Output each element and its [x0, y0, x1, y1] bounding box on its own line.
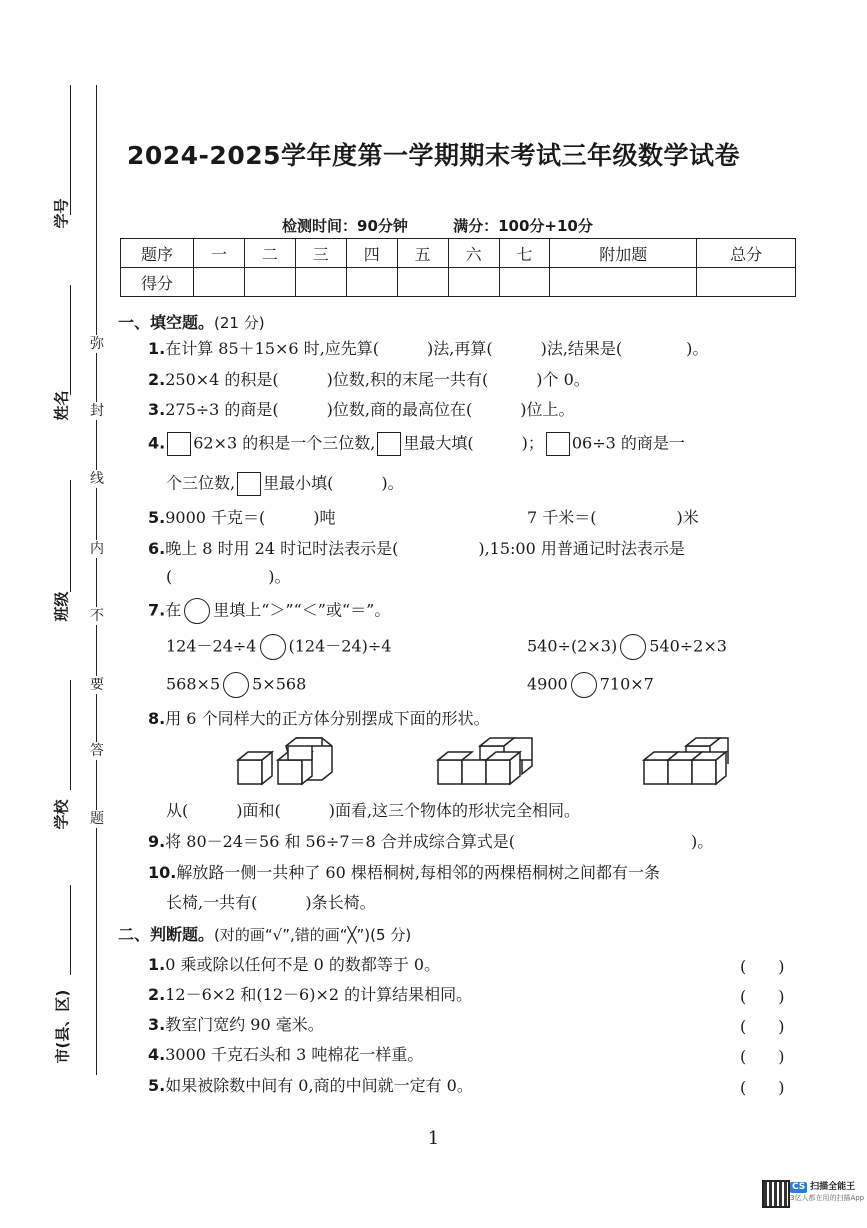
question-text: 里最大填( )； — [403, 433, 544, 453]
question-number: 4. — [148, 1045, 166, 1064]
margin-label-name: 姓名 — [52, 390, 71, 421]
score-cell[interactable] — [295, 268, 346, 297]
question-1-2 — [148, 369, 590, 391]
answer-box[interactable] — [237, 472, 261, 496]
answer-box[interactable] — [167, 432, 191, 456]
question-1-9 — [148, 831, 713, 853]
score-cell[interactable] — [697, 268, 796, 297]
question-text: 在 — [165, 600, 182, 620]
question-text: 12－6×2 和(12－6)×2 的计算结果相同。 — [165, 985, 473, 1004]
score-header-cell: 七 — [499, 239, 550, 268]
question-1-5a — [148, 507, 336, 529]
answer-box[interactable] — [546, 432, 570, 456]
question-number: 1. — [148, 339, 166, 358]
question-number: 5. — [148, 508, 166, 527]
compare-circle[interactable] — [223, 672, 249, 698]
question-text: 3000 千克石头和 3 吨棉花一样重。 — [165, 1045, 424, 1064]
question-text: 06÷3 的商是一 — [571, 433, 685, 453]
question-text: 9000 千克＝( )吨 — [165, 508, 336, 527]
seal-char: 要 — [86, 676, 108, 694]
question-number: 3. — [148, 400, 166, 419]
score-header-cell: 总分 — [697, 239, 796, 268]
seal-char: 答 — [86, 742, 108, 760]
score-cell[interactable] — [194, 268, 245, 297]
scanner-logo-icon: CS — [792, 1182, 806, 1192]
section-1-title — [118, 310, 265, 333]
seal-char: 内 — [86, 540, 108, 558]
seal-char: 封 — [86, 402, 108, 420]
question-text: 250×4 的积是( )位数,积的末尾一共有( )个 0。 — [165, 370, 590, 389]
question-1-7 — [148, 598, 390, 624]
question-1-8-answer — [166, 800, 580, 822]
compare-left: 124－24÷4 — [166, 636, 257, 656]
question-number: 2. — [148, 370, 166, 389]
compare-item — [166, 672, 306, 698]
question-text: 个三位数, — [166, 473, 236, 493]
cube-figure-3 — [642, 736, 730, 792]
margin-label-school: 学校 — [52, 799, 71, 830]
margin-line — [70, 680, 71, 790]
question-text: ( )。 — [166, 567, 291, 586]
compare-item — [527, 634, 727, 660]
seal-char: 不 — [86, 607, 108, 625]
exam-meta — [282, 215, 633, 236]
judge-answer-paren[interactable]: ( ) — [740, 1078, 785, 1097]
exam-full-score: 满分：100分+10分 — [453, 217, 593, 235]
question-text: 275÷3 的商是( )位数,商的最高位在( )位上。 — [165, 400, 575, 419]
judge-answer-paren[interactable]: ( ) — [740, 957, 785, 976]
question-text: 晚上 8 时用 24 时记时法表示是( ),15:00 用普通记时法表示是 — [165, 539, 685, 558]
question-1-10 — [148, 862, 660, 884]
compare-circle[interactable] — [260, 634, 286, 660]
margin-label-student-id: 学号 — [52, 198, 71, 229]
question-number: 4. — [148, 433, 166, 453]
cube-figure-2 — [436, 736, 534, 792]
question-text: 7 千米＝( )米 — [527, 508, 699, 527]
question-text: 解放路一侧一共种了 60 棵梧桐树,每相邻的两棵梧桐树之间都有一条 — [176, 863, 660, 882]
question-1-6 — [148, 538, 685, 560]
score-header-cell: 一 — [194, 239, 245, 268]
question-text: 教室门宽约 90 毫米。 — [165, 1015, 324, 1034]
compare-right: 710×7 — [599, 674, 654, 694]
scanner-tagline: 3亿人都在用的扫描App — [790, 1194, 865, 1202]
score-header-cell: 附加题 — [550, 239, 697, 268]
score-header-cell: 四 — [346, 239, 397, 268]
page-number: 1 — [427, 1128, 440, 1149]
judge-answer-paren[interactable]: ( ) — [740, 987, 785, 1006]
score-cell[interactable] — [448, 268, 499, 297]
scanner-watermark — [790, 1182, 864, 1204]
compare-left: 568×5 — [166, 674, 221, 694]
compare-circle — [184, 598, 210, 624]
question-text: 62×3 的积是一个三位数, — [193, 433, 376, 453]
compare-left: 540÷(2×3) — [527, 636, 618, 656]
compare-right: 540÷2×3 — [649, 636, 727, 656]
score-cell[interactable] — [346, 268, 397, 297]
score-header-cell: 六 — [448, 239, 499, 268]
question-number: 3. — [148, 1015, 166, 1034]
seal-char: 线 — [86, 470, 108, 488]
score-cell[interactable] — [550, 268, 697, 297]
compare-item — [166, 634, 391, 660]
question-text: 用 6 个同样大的正方体分别摆成下面的形状。 — [165, 709, 490, 728]
question-number: 2. — [148, 985, 166, 1004]
section-2-title — [118, 922, 411, 945]
compare-left: 4900 — [527, 674, 568, 694]
question-text: 在计算 85＋15×6 时,应先算( )法,再算( )法,结果是( )。 — [165, 339, 709, 358]
score-table-header — [121, 239, 796, 268]
cube-figure-1 — [236, 736, 334, 792]
judge-item — [148, 954, 440, 976]
question-1-1 — [148, 338, 708, 360]
score-cell[interactable] — [397, 268, 448, 297]
question-number: 1. — [148, 955, 166, 974]
question-text: 里最小填( )。 — [263, 473, 404, 493]
judge-answer-paren[interactable]: ( ) — [740, 1017, 785, 1036]
compare-right: 5×568 — [252, 674, 307, 694]
section-1-label: 一、填空题。 — [118, 313, 215, 332]
answer-box[interactable] — [377, 432, 401, 456]
score-cell[interactable] — [499, 268, 550, 297]
question-number: 10. — [148, 863, 177, 882]
question-1-4-cont — [166, 472, 404, 496]
question-number: 5. — [148, 1076, 166, 1095]
question-text: 从( )面和( )面看,这三个物体的形状完全相同。 — [166, 801, 581, 820]
question-1-8 — [148, 708, 490, 730]
question-text: 里填上“＞”“＜”或“＝”。 — [213, 600, 391, 620]
margin-label-class: 班级 — [52, 591, 71, 622]
seal-char: 弥 — [86, 335, 108, 353]
section-2-label: 二、判断题。 — [118, 925, 215, 944]
seal-char: 题 — [86, 810, 108, 828]
question-1-10-cont — [166, 892, 376, 914]
question-text: 将 80－24＝56 和 56÷7＝8 合并成综合算式是( )。 — [165, 832, 714, 851]
judge-item — [148, 984, 472, 1006]
qr-code-icon — [762, 1180, 790, 1208]
compare-circle[interactable] — [571, 672, 597, 698]
score-table-row — [121, 268, 796, 297]
question-text: 长椅,一共有( )条长椅。 — [166, 893, 376, 912]
seal-line — [96, 85, 97, 1075]
section-1-points: (21 分) — [214, 314, 265, 332]
compare-circle[interactable] — [620, 634, 646, 660]
section-2-instructions: (对的画“√”,错的画“╳”)(5 分) — [214, 926, 412, 944]
score-header-cell: 二 — [244, 239, 295, 268]
question-1-5b — [527, 507, 699, 529]
score-row-label: 得分 — [121, 268, 194, 297]
margin-label-district: 市(县、区) — [53, 989, 72, 1064]
margin-line — [70, 480, 71, 592]
question-number: 6. — [148, 539, 166, 558]
scanner-name: 扫描全能王 — [810, 1182, 856, 1192]
question-1-4 — [148, 432, 685, 456]
score-header-cell: 三 — [295, 239, 346, 268]
question-1-3 — [148, 399, 575, 421]
question-text: 0 乘或除以任何不是 0 的数都等于 0。 — [165, 955, 441, 974]
compare-right: (124－24)÷4 — [288, 636, 392, 656]
margin-line — [70, 285, 71, 395]
exam-title: 2024-2025学年度第一学期期末考试三年级数学试卷 — [126, 141, 741, 170]
margin-line — [70, 885, 71, 975]
question-number: 8. — [148, 709, 166, 728]
exam-time: 检测时间：90分钟 — [282, 217, 408, 235]
question-text: 如果被除数中间有 0,商的中间就一定有 0。 — [165, 1076, 473, 1095]
question-number: 9. — [148, 832, 166, 851]
score-header-cell: 五 — [397, 239, 448, 268]
judge-item — [148, 1044, 423, 1066]
question-number: 7. — [148, 600, 166, 620]
score-table — [120, 238, 796, 297]
judge-answer-paren[interactable]: ( ) — [740, 1047, 785, 1066]
score-cell[interactable] — [244, 268, 295, 297]
compare-item — [527, 672, 654, 698]
question-1-6-cont — [166, 566, 291, 588]
score-header-cell: 题序 — [121, 239, 194, 268]
judge-item — [148, 1014, 324, 1036]
judge-item — [148, 1075, 473, 1097]
